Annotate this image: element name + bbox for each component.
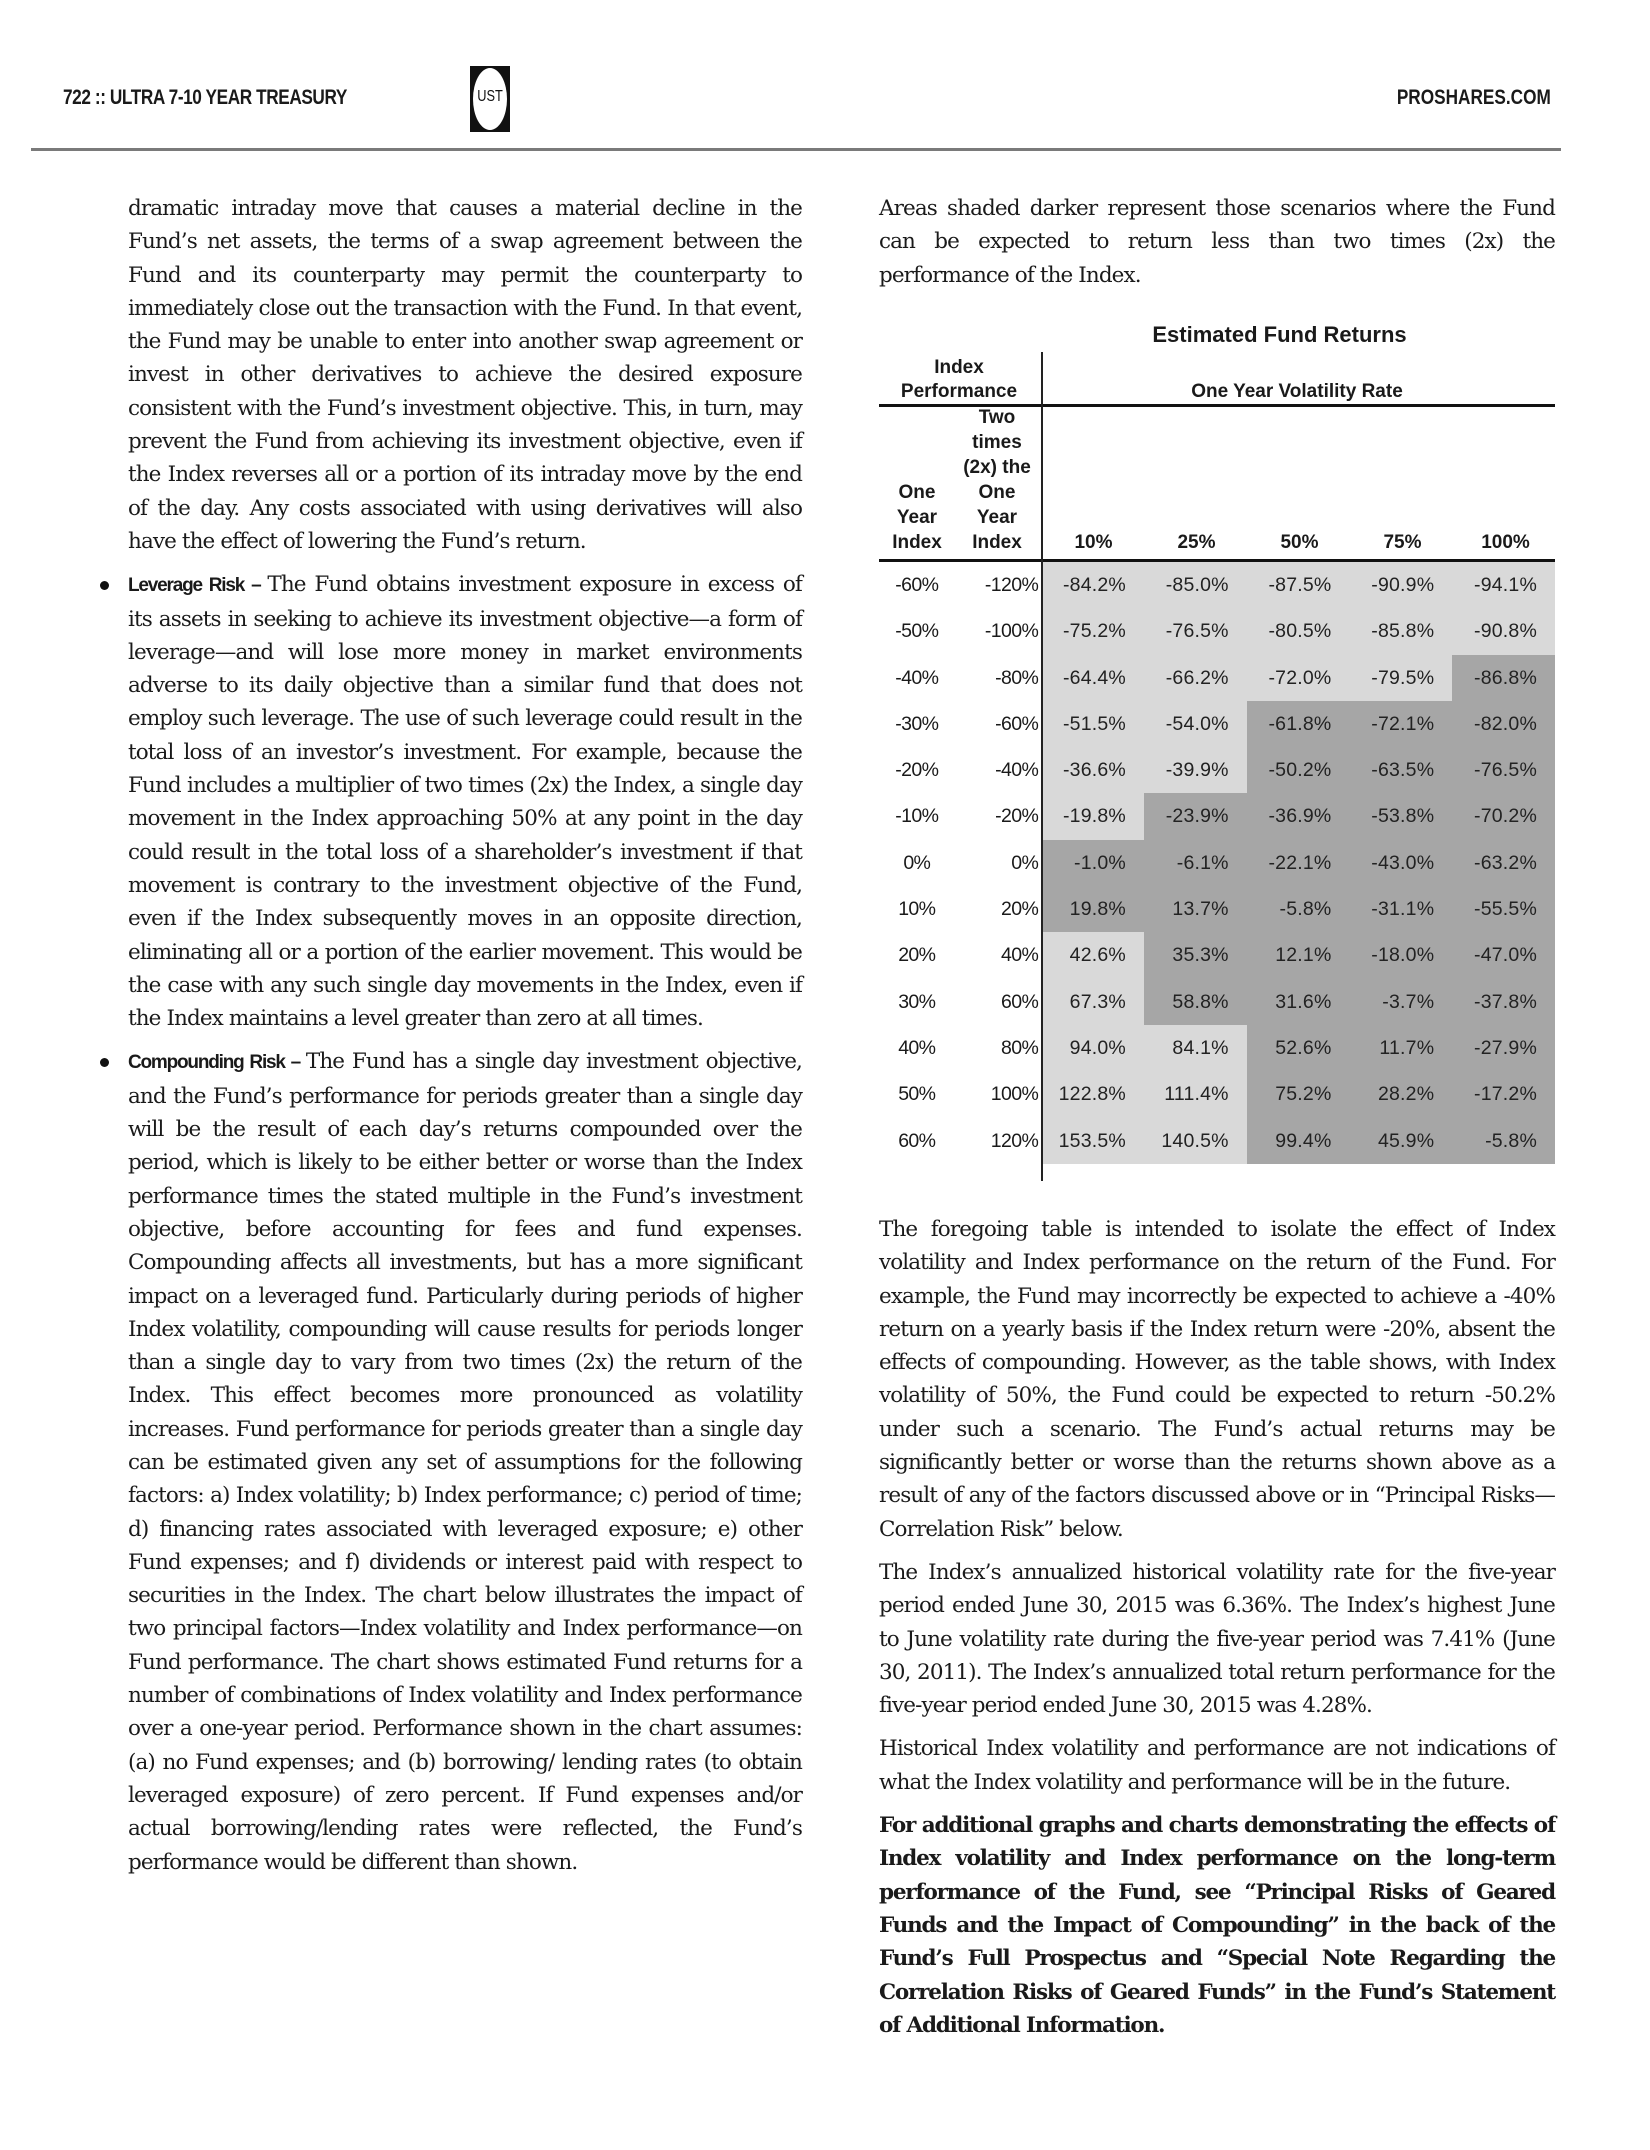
one-year-index-cell: -20% [895, 759, 939, 782]
column-header-one-year-index [879, 480, 955, 555]
estimated-return-cell: -54.0% [1144, 701, 1247, 747]
one-year-index-cell: 0% [903, 851, 931, 874]
estimated-return-cell: -53.8% [1349, 793, 1452, 839]
estimated-return-cell: -47.0% [1452, 932, 1555, 978]
column-header-line: Year [976, 507, 1018, 528]
column-header-line: One [978, 482, 1016, 503]
estimated-return-cell: -90.8% [1452, 608, 1555, 654]
one-year-index-cell: -50% [895, 620, 939, 643]
estimated-return-cell: -72.0% [1247, 655, 1350, 701]
estimated-return-cell: -43.0% [1349, 840, 1452, 886]
estimated-return-cell: -17.2% [1452, 1071, 1555, 1117]
estimated-return-cell: 94.0% [1041, 1025, 1144, 1071]
estimated-return-cell: -1.0% [1041, 840, 1144, 886]
estimated-return-cell: 111.4% [1144, 1071, 1247, 1117]
bullet-text: The Fund obtains investment exposure in excess of its assets in seeking to achieve its investment objective—a form of leverage—and will lose more money in market environments adverse to its daily objective than a similar fund that does not employ such leverage. The use of such leverage could result in the total loss of an investor’s investment. For example, because the Fund includes a multiplier of two times (2x) the Index, a single day movement in the Index approaching 50% at any point in the day could result in the total loss of a shareholder’s investment if that movement is contrary to the investment objective of the Fund, even if the Index subsequently moves in an opposite direction, eliminating all or a portion of the earlier movement. This would be the case with any such single day movements in the Index, even if the Index maintains a level greater than zero at all times. [128, 572, 802, 1032]
estimated-return-cell: 11.7% [1349, 1025, 1452, 1071]
two-times-index-cell: 120% [990, 1129, 1039, 1152]
estimated-return-cell: -85.8% [1349, 608, 1452, 654]
disclaimer-paragraph: Historical Index volatility and performance are not indications of what the Index volatility and performance will be in the future. [879, 1736, 1555, 1795]
estimated-return-cell: -85.0% [1144, 562, 1247, 608]
estimated-return-cell: -64.4% [1041, 655, 1144, 701]
estimated-return-cell: 31.6% [1247, 979, 1350, 1025]
estimated-return-cell: -36.9% [1247, 793, 1350, 839]
ticker-badge [470, 66, 510, 132]
estimated-return-cell: -51.5% [1041, 701, 1144, 747]
estimated-return-cell: -70.2% [1452, 793, 1555, 839]
one-year-index-cell: -30% [895, 712, 939, 735]
estimated-return-cell: 28.2% [1349, 1071, 1452, 1117]
estimated-return-cell: -72.1% [1349, 701, 1452, 747]
table-group-header-row [879, 354, 1555, 407]
estimated-return-cell: -19.8% [1041, 793, 1144, 839]
one-year-index-cell: 50% [898, 1083, 936, 1106]
estimated-return-cell: -79.5% [1349, 655, 1452, 701]
estimated-return-cell: 67.3% [1041, 979, 1144, 1025]
estimated-return-cell: 122.8% [1041, 1071, 1144, 1117]
two-times-index-cell: -80% [995, 666, 1039, 689]
table-title: Estimated Fund Returns [1152, 322, 1407, 347]
one-year-index-cell: 30% [898, 990, 936, 1013]
estimated-return-cell: -5.8% [1247, 886, 1350, 932]
estimated-return-cell: -22.1% [1247, 840, 1350, 886]
one-year-index-cell: -10% [895, 805, 939, 828]
table-row [879, 562, 1555, 608]
column-header-vol-10: 10% [1074, 532, 1113, 553]
table-row [879, 1071, 1555, 1117]
one-year-index-cell: 20% [898, 944, 936, 967]
table-explanation-paragraph: The foregoing table is intended to isolate the effect of Index volatility and Index performance on the return of the Fund. For example, the Fund may incorrectly be expected to achieve a -40% return on a yearly basis if the Index return were -20%, absent the effects of compounding. However, as the table shows, with Index volatility of 50%, the Fund could be expected to return -50.2% under such a scenario. The Fund’s actual returns may be significantly better or worse than the returns shown above as a result of any of the factors discussed above or in “Principal Risks—Correlation Risk” below. [879, 1217, 1555, 1542]
estimated-return-cell: -3.7% [1349, 979, 1452, 1025]
estimated-return-cell: 13.7% [1144, 886, 1247, 932]
estimated-return-cell: -61.8% [1247, 701, 1350, 747]
estimated-return-cell: -5.8% [1452, 1118, 1555, 1164]
estimated-return-cell: 58.8% [1144, 979, 1247, 1025]
estimated-return-cell: -18.0% [1349, 932, 1452, 978]
column-header-two-times-index [955, 405, 1039, 555]
estimated-return-cell: -50.2% [1247, 747, 1350, 793]
two-times-index-cell: -60% [995, 712, 1039, 735]
estimated-return-cell: -66.2% [1144, 655, 1247, 701]
estimated-return-cell: -86.8% [1452, 655, 1555, 701]
page-header [0, 0, 1650, 160]
column-header-line: Year [896, 507, 938, 528]
two-times-index-cell: -20% [995, 805, 1039, 828]
left-column [128, 192, 802, 1879]
estimated-return-cell: -94.1% [1452, 562, 1555, 608]
estimated-return-cell: -82.0% [1452, 701, 1555, 747]
estimated-return-cell: 45.9% [1349, 1118, 1452, 1164]
estimated-return-cell: -63.2% [1452, 840, 1555, 886]
estimated-return-cell: -84.2% [1041, 562, 1144, 608]
two-times-index-cell: -100% [984, 620, 1039, 643]
one-year-index-cell: -60% [895, 574, 939, 596]
table-row [879, 747, 1555, 793]
table-row [879, 886, 1555, 932]
estimated-return-cell: 140.5% [1144, 1118, 1247, 1164]
two-times-index-cell: 40% [1000, 944, 1039, 967]
website-label: PROSHARES.COM [1396, 86, 1551, 109]
estimated-return-cell: -55.5% [1452, 886, 1555, 932]
estimated-return-cell: -36.6% [1041, 747, 1144, 793]
table-column-header-row [879, 407, 1555, 562]
estimated-return-cell: -76.5% [1144, 608, 1247, 654]
column-header-vol-100: 100% [1481, 532, 1530, 553]
two-times-index-cell: 60% [1000, 990, 1039, 1013]
intro-paragraph: dramatic intraday move that causes a material decline in the Fund’s net assets, the terms of a swap agreement between the Fund and its counterparty may permit the counterparty to immediately close out the transaction with the Fund. In that event, the Fund may be unable to enter into another swap agreement or invest in other derivatives to achieve the desired exposure consistent with the Fund’s investment objective. This, in turn, may prevent the Fund from achieving its investment objective, even if the Index reverses all or a portion of its intraday move by the end of the day. Any costs associated with using derivatives will also have the effect of lowering the Fund’s return. [128, 196, 802, 554]
bullet-leverage-risk [128, 568, 802, 1035]
table-body [879, 562, 1555, 1164]
table-row [879, 1118, 1555, 1164]
estimated-return-cell: -63.5% [1349, 747, 1452, 793]
estimated-return-cell: 52.6% [1247, 1025, 1350, 1071]
additional-info-note: For additional graphs and charts demonstrating the effects of Index volatility and Index performance on the long-term performance of the Fund, see “Principal Risks of Geared Funds and the Impact of Compounding” in the back of the Fund’s Full Prospectus and “Special Note Regarding the Correlation Risks of Geared Funds” in the Fund’s Statement of Additional Information. [879, 1813, 1555, 2038]
column-header-vol-50: 50% [1280, 532, 1319, 553]
estimated-return-cell: -90.9% [1349, 562, 1452, 608]
estimated-return-cell: 99.4% [1247, 1118, 1350, 1164]
ticker-badge-label: UST [477, 88, 503, 105]
bullet-text: The Fund has a single day investment objective, and the Fund’s performance for periods greater than a single day will be the result of each day’s returns compounded over the period, which is likely to be either better or worse than the Index performance times the stated multiple in the Fund’s investment objective, before accounting for fees and fund expenses. Compounding affects all investments, but has a more significant impact on a leveraged fund. Particularly during periods of higher Index volatility, compounding will cause results for periods longer than a single day to vary from two times (2x) the return of the Index. This effect becomes more pronounced as volatility increases. Fund performance for periods greater than a single day can be estimated given any set of assumptions for the following factors: a) Index volatility; b) Index performance; c) period of time; d) financing rates associated with leveraged exposure; e) other Fund expenses; and f) dividends or interest paid with respect to securities in the Index. The chart below illustrates the impact of two principal factors—Index volatility and Index performance—on Fund performance. The chart shows estimated Fund returns for a number of combinations of Index volatility and Index performance over a one-year period. Performance shown in the chart assumes: (a) no Fund expenses; and (b) borrowing/ lending rates (to obtain leveraged exposure) of zero percent. If Fund expenses and/or actual borrowing/lending rates were reflected, the Fund’s performance would be different than shown. [128, 1049, 802, 1875]
estimated-return-cell: 35.3% [1144, 932, 1247, 978]
table-row [879, 932, 1555, 978]
table-row [879, 840, 1555, 886]
two-times-index-cell: 100% [990, 1083, 1039, 1106]
bullet-compounding-risk [128, 1045, 802, 1878]
right-column-bottom [879, 1213, 1555, 2042]
column-header-line: (2x) the [963, 457, 1031, 478]
bullet-term: Compounding Risk [128, 1052, 285, 1074]
estimated-return-cell: -76.5% [1452, 747, 1555, 793]
page-number-and-fund-title: 722 :: ULTRA 7-10 YEAR TREASURY [63, 86, 347, 109]
column-header-line: One [898, 482, 936, 503]
estimated-return-cell: 12.1% [1247, 932, 1350, 978]
estimated-return-cell: -27.9% [1452, 1025, 1555, 1071]
estimated-return-cell: -39.9% [1144, 747, 1247, 793]
estimated-return-cell: -6.1% [1144, 840, 1247, 886]
one-year-index-cell: 40% [898, 1036, 936, 1059]
two-times-index-cell: -120% [984, 574, 1039, 596]
one-year-index-cell: 10% [898, 898, 936, 921]
historical-volatility-paragraph: The Index’s annualized historical volatility rate for the five-year period ended June 30, 2015 was 6.36%. The Index’s highest June to June volatility rate during the five-year period was 7.41% (June 30, 2011). The Index’s annualized total return performance for the five-year period ended June 30, 2015 was 4.28%. [879, 1559, 1555, 1719]
header-divider [31, 148, 1561, 151]
estimated-return-cell: -75.2% [1041, 608, 1144, 654]
estimated-return-cell: -87.5% [1247, 562, 1350, 608]
estimated-return-cell: 153.5% [1041, 1118, 1144, 1164]
one-year-index-cell: -40% [895, 666, 939, 689]
index-performance-header: Index Performance [900, 357, 1018, 402]
two-times-index-cell: -40% [995, 759, 1039, 782]
estimated-fund-returns-table [879, 316, 1555, 1164]
shading-note: Areas shaded darker represent those scenarios where the Fund can be expected to return less than two times (2x) the performance of the Index. [879, 196, 1555, 288]
table-row [879, 1025, 1555, 1071]
volatility-rate-header: One Year Volatility Rate [1191, 381, 1403, 402]
column-header-line: Index [892, 532, 942, 553]
column-header-line: times [972, 432, 1022, 453]
two-times-index-cell: 80% [1000, 1036, 1039, 1059]
bullet-dot-icon [100, 581, 109, 590]
column-header-line: Two [978, 407, 1016, 428]
column-header-vol-25: 25% [1177, 532, 1216, 553]
table-row [879, 701, 1555, 747]
table-row [879, 608, 1555, 654]
bullet-dash: – [284, 1052, 306, 1074]
estimated-return-cell: 75.2% [1247, 1071, 1350, 1117]
bullet-dot-icon [100, 1058, 109, 1067]
one-year-index-cell: 60% [898, 1129, 936, 1152]
estimated-return-cell: 42.6% [1041, 932, 1144, 978]
table-row [879, 793, 1555, 839]
estimated-return-cell: -37.8% [1452, 979, 1555, 1025]
right-column-top [879, 192, 1555, 292]
table-vertical-divider [1041, 352, 1043, 1181]
estimated-return-cell: -23.9% [1144, 793, 1247, 839]
two-times-index-cell: 0% [1011, 851, 1039, 874]
table-row [879, 655, 1555, 701]
column-header-line: Index [972, 532, 1022, 553]
two-times-index-cell: 20% [1000, 898, 1039, 921]
bullet-dash: – [244, 575, 268, 597]
bullet-term: Leverage Risk [128, 575, 245, 597]
table-row [879, 979, 1555, 1025]
estimated-return-cell: 19.8% [1041, 886, 1144, 932]
estimated-return-cell: -31.1% [1349, 886, 1452, 932]
estimated-return-cell: 84.1% [1144, 1025, 1247, 1071]
estimated-return-cell: -80.5% [1247, 608, 1350, 654]
column-header-vol-75: 75% [1383, 532, 1422, 553]
